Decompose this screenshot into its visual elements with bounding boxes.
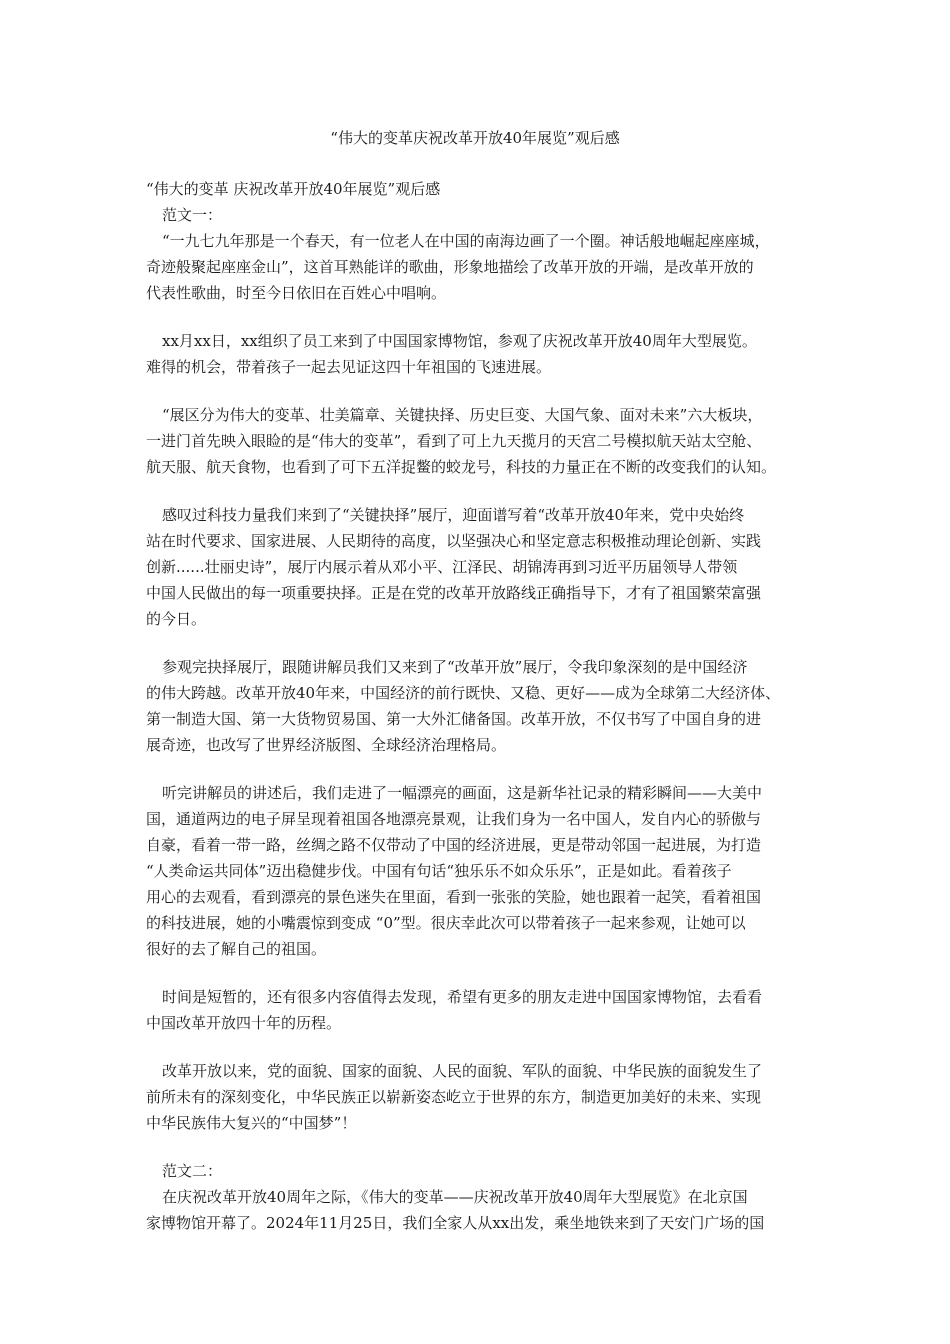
paragraph-line: 难得的机会，带着孩子一起去见证这四十年祖国的飞速进展。	[146, 358, 552, 376]
sample2-label	[146, 1158, 816, 1184]
paragraph-line: 奇迹般聚起座座金山”，这首耳熟能详的歌曲，形象地描绘了改革开放的开端，是改革开放的	[146, 258, 754, 276]
paragraph-line: 的科技进展，她的小嘴震惊到变成 “0”型。很庆幸此次可以带着孩子一起来参观，让她可以	[146, 914, 746, 932]
paragraph-line: 中华民族伟大复兴的“中国梦”！	[146, 1114, 357, 1132]
sample2-label-line: 范文二：	[162, 1162, 223, 1180]
paragraph-line: 创新......壮丽史诗”，展厅内展示着从邓小平、江泽民、胡锦涛再到习近平历届领导人带领	[146, 558, 738, 576]
paragraph-line: 一进门首先映入眼睑的是“伟大的变革”，看到了可上九天揽月的天宫二号模拟航天站太空舱、	[146, 432, 762, 450]
paragraph-line: 听完讲解员的讲述后，我们走进了一幅漂亮的画面，这是新华社记录的精彩瞬间——大美中	[162, 784, 763, 802]
paragraph-line: 参观完抉择展厅，跟随讲解员我们又来到了“改革开放”展厅，令我印象深刻的是中国经济	[162, 658, 748, 676]
paragraph-line: 展奇迹，也改写了世界经济版图、全球经济治理格局。	[146, 736, 507, 754]
paragraph-8	[146, 1058, 816, 1136]
paragraph-gap	[146, 480, 816, 502]
document-body	[146, 176, 816, 1236]
paragraph-gap	[146, 1136, 816, 1158]
paragraph-line: 代表性歌曲，时至今日依旧在百姓心中唱响。	[146, 284, 447, 302]
document-title: “伟大的变革庆祝改革开放40年展览”观后感	[330, 129, 620, 147]
paragraph-line: 的伟大跨越。改革开放40年来，中国经济的前行既快、又稳、更好——成为全球第二大经济体、	[146, 684, 781, 702]
paragraph-line: 中国改革开放四十年的历程。	[146, 1014, 342, 1032]
paragraph-7	[146, 984, 816, 1036]
paragraph-line: 站在时代要求、国家进展、人民期待的高度，以坚强决心和坚定意志积极推动理论创新、实践	[146, 532, 762, 550]
paragraph-1	[146, 228, 816, 306]
paragraph-line: 用心的去观看，看到漂亮的景色迷失在里面，看到一张张的笑脸，她也跟着一起笑，看着祖国	[146, 888, 762, 906]
paragraph-line: 国，通道两边的电子屏呈现着祖国各地漂亮景观，让我们身为一名中国人，发自内心的骄傲与	[146, 810, 762, 828]
subtitle	[146, 176, 816, 202]
subtitle-line: “伟大的变革 庆祝改革开放40年展览”观后感	[146, 180, 441, 198]
paragraph-line: 感叹过科技力量我们来到了“关键抉择”展厅，迎面谱写着“改革开放40年来，党中央始终	[162, 506, 745, 524]
paragraph-line: 的今日。	[146, 610, 207, 628]
paragraph-line: “人类命运共同体”迈出稳健步伐。中国有句话“独乐乐不如众乐乐”，正是如此。看着孩子	[146, 862, 732, 880]
paragraph-line: “一九七九年那是一个春天，有一位老人在中国的南海边画了一个圈。神话般地崛起座座城，	[162, 232, 770, 250]
paragraph-line: 很好的去了解自己的祖国。	[146, 940, 327, 958]
sample1-label	[146, 202, 816, 228]
paragraph-6	[146, 780, 816, 962]
paragraph-gap	[146, 1036, 816, 1058]
paragraph-3	[146, 402, 816, 480]
paragraph-line: 时间是短暂的，还有很多内容值得去发现，希望有更多的朋友走进中国国家博物馆，去看看	[162, 988, 763, 1006]
paragraph-gap	[146, 962, 816, 984]
paragraph-line: “展区分为伟大的变革、壮美篇章、关键抉择、历史巨变、大国气象、面对未来”六大板块，	[162, 406, 763, 424]
paragraph-line: 前所未有的深刻变化，中华民族正以崭新姿态屹立于世界的东方，制造更加美好的未来、实现	[146, 1088, 762, 1106]
paragraph-gap	[146, 306, 816, 328]
paragraph-gap	[146, 632, 816, 654]
sample1-label-line: 范文一：	[162, 206, 223, 224]
paragraph-4	[146, 502, 816, 632]
paragraph-line: 改革开放以来，党的面貌、国家的面貌、人民的面貌、军队的面貌、中华民族的面貌发生了	[162, 1062, 763, 1080]
paragraph-line: 自豪，看着一带一路，丝绸之路不仅带动了中国的经济进展，更是带动邻国一起进展，为打造	[146, 836, 762, 854]
paragraph-2	[146, 328, 816, 380]
paragraph-line: xx月xx日，xx组织了员工来到了中国国家博物馆，参观了庆祝改革开放40周年大型展览。	[162, 332, 757, 350]
paragraph-line: 第一制造大国、第一大货物贸易国、第一大外汇储备国。改革开放，不仅书写了中国自身的进	[146, 710, 762, 728]
paragraph-5	[146, 654, 816, 758]
paragraph-line: 中国人民做出的每一项重要抉择。正是在党的改革开放路线正确指导下，才有了祖国繁荣富强	[146, 584, 762, 602]
paragraph-line: 航天服、航天食物，也看到了可下五洋捉鳖的蛟龙号，科技的力量正在不断的改变我们的认知。	[146, 458, 777, 476]
paragraph-gap	[146, 380, 816, 402]
paragraph-gap	[146, 758, 816, 780]
paragraph-line: 在庆祝改革开放40周年之际，《伟大的变革——庆祝改革开放40周年大型展览》在北京国	[162, 1188, 748, 1206]
paragraph-line: 家博物馆开幕了。2024年11月25日，我们全家人从xx出发，乘坐地铁来到了天安门广场的国	[146, 1214, 765, 1232]
sample2-paragraph	[146, 1184, 816, 1236]
